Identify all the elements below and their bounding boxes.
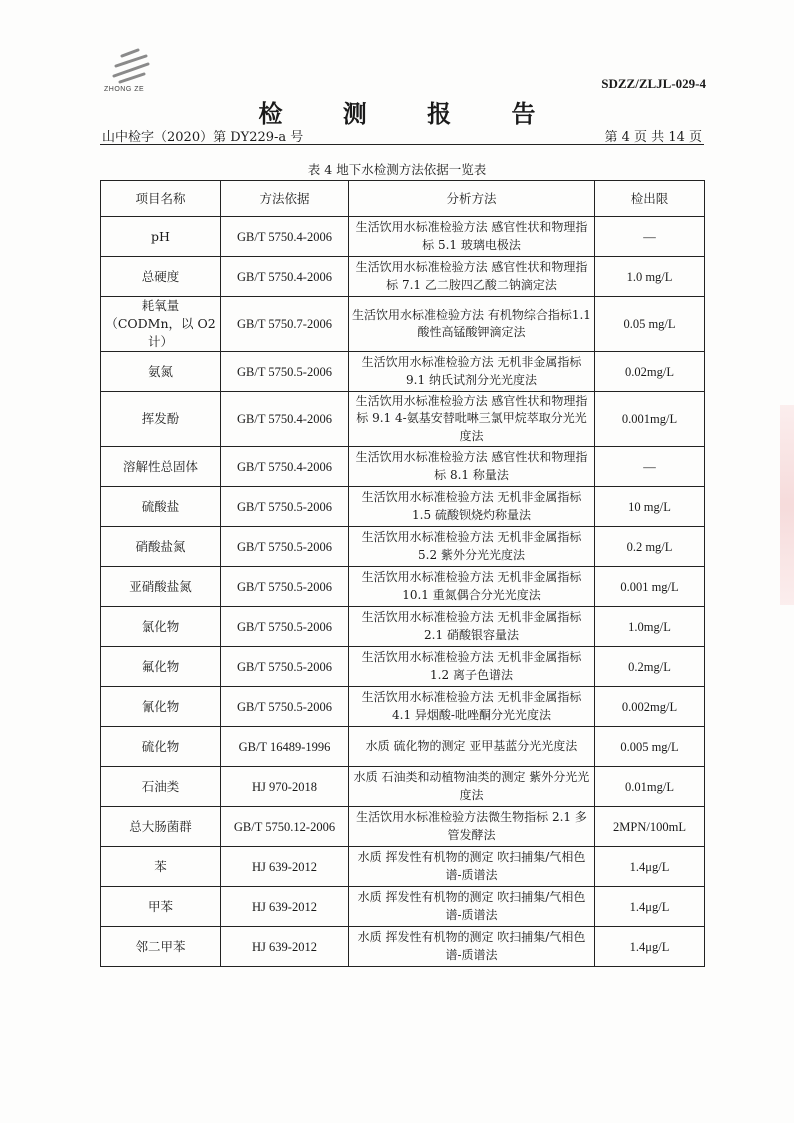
- cell-standard: GB/T 5750.5-2006: [221, 352, 349, 392]
- cell-method: 水质 硫化物的测定 亚甲基蓝分光光度法: [349, 727, 595, 767]
- cell-limit: 0.001mg/L: [595, 392, 705, 447]
- cell-method: 生活饮用水标准检验方法 无机非金属指标 10.1 重氮偶合分光光度法: [349, 567, 595, 607]
- table-row: [101, 807, 705, 847]
- header-method: 分析方法: [349, 181, 595, 217]
- methods-table: [100, 180, 705, 967]
- table-row: [101, 687, 705, 727]
- cell-limit: 1.4μg/L: [595, 927, 705, 967]
- cell-method: 水质 挥发性有机物的测定 吹扫捕集/气相色谱-质谱法: [349, 847, 595, 887]
- cell-method: 生活饮用水标准检验方法 感官性状和物理指标 7.1 乙二胺四乙酸二钠滴定法: [349, 257, 595, 297]
- table-row: [101, 727, 705, 767]
- cell-item: 邻二甲苯: [101, 927, 221, 967]
- cell-method: 生活饮用水标准检验方法 无机非金属指标 2.1 硝酸银容量法: [349, 607, 595, 647]
- cell-method: 生活饮用水标准检验方法 感官性状和物理指标 9.1 4-氨基安替吡啉三氯甲烷萃取分光光度法: [349, 392, 595, 447]
- report-number: 山中检字（2020）第 DY229-a 号: [102, 130, 304, 145]
- cell-limit: 0.002mg/L: [595, 687, 705, 727]
- header-limit: 检出限: [595, 181, 705, 217]
- cell-method: 生活饮用水标准检验方法 感官性状和物理指标 5.1 玻璃电极法: [349, 217, 595, 257]
- table-row: [101, 927, 705, 967]
- cell-item: 氨氮: [101, 352, 221, 392]
- cell-method: 生活饮用水标准检验方法 无机非金属指标 5.2 紫外分光光度法: [349, 527, 595, 567]
- cell-item: 氯化物: [101, 607, 221, 647]
- cell-limit: 0.005 mg/L: [595, 727, 705, 767]
- cell-method: 生活饮用水标准检验方法微生物指标 2.1 多管发酵法: [349, 807, 595, 847]
- header-standard: 方法依据: [221, 181, 349, 217]
- table-row: [101, 527, 705, 567]
- cell-limit: 0.2mg/L: [595, 647, 705, 687]
- table-row: [101, 352, 705, 392]
- cell-limit: 1.4μg/L: [595, 847, 705, 887]
- cell-method: 生活饮用水标准检验方法 无机非金属指标 1.5 硫酸钡烧灼称量法: [349, 487, 595, 527]
- logo-text: ZHONG ZE: [104, 86, 145, 93]
- page-title: 检 测 报 告: [258, 99, 562, 128]
- cell-item: 苯: [101, 847, 221, 887]
- header-divider: [100, 144, 704, 145]
- cell-limit: 0.01mg/L: [595, 767, 705, 807]
- cell-standard: GB/T 5750.5-2006: [221, 487, 349, 527]
- cell-limit: 10 mg/L: [595, 487, 705, 527]
- cell-item: 硫化物: [101, 727, 221, 767]
- table-row: [101, 447, 705, 487]
- cell-method: 生活饮用水标准检验方法 无机非金属指标 4.1 异烟酸-吡唑酮分光光度法: [349, 687, 595, 727]
- page-number: 第 4 页 共 14 页: [604, 130, 702, 145]
- cell-standard: GB/T 5750.7-2006: [221, 297, 349, 352]
- cell-standard: HJ 970-2018: [221, 767, 349, 807]
- table-row: [101, 392, 705, 447]
- cell-standard: GB/T 5750.5-2006: [221, 607, 349, 647]
- cell-item: pH: [101, 217, 221, 257]
- cell-item: 石油类: [101, 767, 221, 807]
- cell-method: 生活饮用水标准检验方法 感官性状和物理指标 8.1 称量法: [349, 447, 595, 487]
- cell-method: 水质 石油类和动植物油类的测定 紫外分光光度法: [349, 767, 595, 807]
- cell-standard: GB/T 5750.5-2006: [221, 687, 349, 727]
- cell-item: 甲苯: [101, 887, 221, 927]
- table-header-row: [101, 181, 705, 217]
- table-row: [101, 767, 705, 807]
- table-caption: 表 4 地下水检测方法依据一览表: [307, 162, 487, 177]
- cell-item: 硫酸盐: [101, 487, 221, 527]
- header-item: 项目名称: [101, 181, 221, 217]
- cell-item: 总大肠菌群: [101, 807, 221, 847]
- cell-limit: —: [595, 447, 705, 487]
- table-row: [101, 257, 705, 297]
- cell-standard: GB/T 5750.4-2006: [221, 257, 349, 297]
- cell-item: 总硬度: [101, 257, 221, 297]
- cell-method: 生活饮用水标准检验方法 无机非金属指标 9.1 纳氏试剂分光光度法: [349, 352, 595, 392]
- cell-limit: 0.001 mg/L: [595, 567, 705, 607]
- cell-method: 生活饮用水标准检验方法 无机非金属指标 1.2 离子色谱法: [349, 647, 595, 687]
- table-row: [101, 217, 705, 257]
- table-row: [101, 487, 705, 527]
- seal-mark: [780, 405, 794, 605]
- cell-limit: 0.2 mg/L: [595, 527, 705, 567]
- cell-item: 亚硝酸盐氮: [101, 567, 221, 607]
- cell-item: 挥发酚: [101, 392, 221, 447]
- cell-item: 耗氧量（CODMn，以 O2 计）: [101, 297, 221, 352]
- table-row: [101, 647, 705, 687]
- cell-standard: HJ 639-2012: [221, 927, 349, 967]
- cell-standard: HJ 639-2012: [221, 847, 349, 887]
- cell-limit: 1.0mg/L: [595, 607, 705, 647]
- cell-limit: 0.05 mg/L: [595, 297, 705, 352]
- cell-standard: GB/T 5750.5-2006: [221, 527, 349, 567]
- cell-method: 水质 挥发性有机物的测定 吹扫捕集/气相色谱-质谱法: [349, 927, 595, 967]
- table-row: [101, 297, 705, 352]
- cell-limit: 2MPN/100mL: [595, 807, 705, 847]
- cell-limit: 0.02mg/L: [595, 352, 705, 392]
- cell-standard: GB/T 5750.5-2006: [221, 567, 349, 607]
- cell-limit: —: [595, 217, 705, 257]
- cell-standard: GB/T 5750.5-2006: [221, 647, 349, 687]
- cell-item: 氟化物: [101, 647, 221, 687]
- cell-standard: GB/T 5750.12-2006: [221, 807, 349, 847]
- cell-standard: GB/T 5750.4-2006: [221, 447, 349, 487]
- cell-standard: GB/T 16489-1996: [221, 727, 349, 767]
- cell-limit: 1.0 mg/L: [595, 257, 705, 297]
- cell-item: 氰化物: [101, 687, 221, 727]
- table-row: [101, 887, 705, 927]
- cell-item: 硝酸盐氮: [101, 527, 221, 567]
- table-row: [101, 567, 705, 607]
- table-row: [101, 607, 705, 647]
- cell-item: 溶解性总固体: [101, 447, 221, 487]
- cell-standard: GB/T 5750.4-2006: [221, 392, 349, 447]
- document-code: SDZZ/ZLJL-029-4: [601, 76, 706, 91]
- cell-limit: 1.4μg/L: [595, 887, 705, 927]
- cell-method: 生活饮用水标准检验方法 有机物综合指标1.1 酸性高锰酸钾滴定法: [349, 297, 595, 352]
- cell-standard: HJ 639-2012: [221, 887, 349, 927]
- cell-standard: GB/T 5750.4-2006: [221, 217, 349, 257]
- cell-method: 水质 挥发性有机物的测定 吹扫捕集/气相色谱-质谱法: [349, 887, 595, 927]
- table-row: [101, 847, 705, 887]
